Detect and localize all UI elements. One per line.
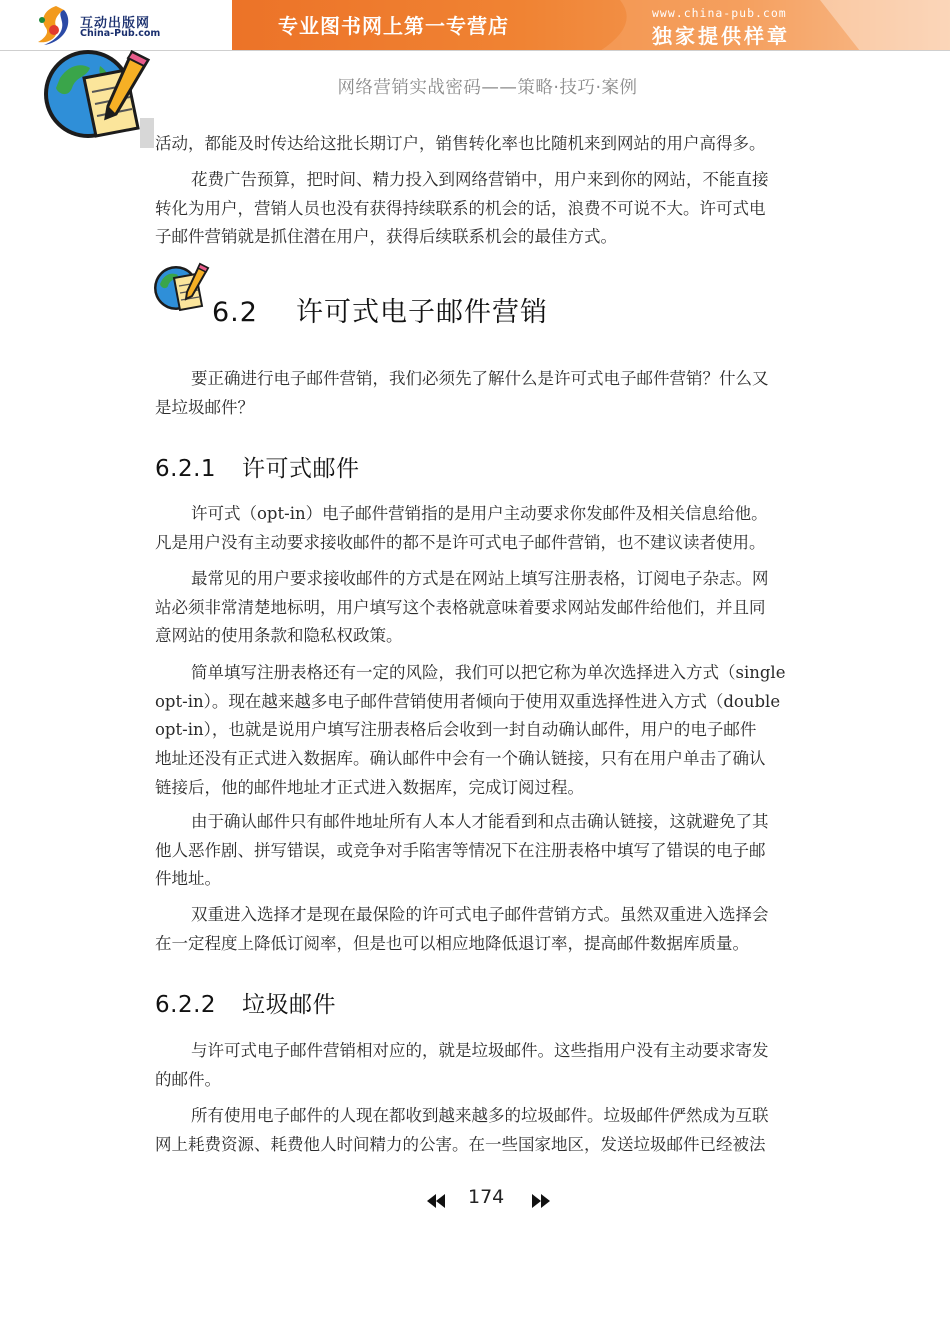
text-line: 凡是用户没有主动要求接收邮件的都不是许可式电子邮件营销，也不建议读者使用。 (155, 532, 766, 552)
paragraph-budget (155, 166, 823, 252)
text-line: 意网站的使用条款和隐私权政策。 (155, 626, 403, 646)
text-line: 的邮件。 (155, 1069, 221, 1089)
text-line: opt-in）。现在越来越多电子邮件营销使用者倾向于使用双重选择性进入方式（double (155, 691, 781, 711)
text-line: 要正确进行电子邮件营销，我们必须先了解什么是许可式电子邮件营销？什么又 (191, 369, 769, 388)
text-line: 在一定程度上降低订阅率，但是也可以相应地降低退订率，提高邮件数据库质量。 (155, 933, 749, 953)
text-line: 简单填写注册表格还有一定的风险，我们可以把它称为单次选择进入方式（single (191, 663, 786, 682)
paragraph-spam-definition (155, 1037, 823, 1094)
paragraph-signup (155, 565, 823, 651)
paragraph-safest (155, 901, 823, 958)
text-line: 与许可式电子邮件营销相对应的，就是垃圾邮件。这些指用户没有主动要求寄发 (191, 1041, 769, 1060)
paragraph-double-optin (155, 659, 823, 802)
text-line: 子邮件营销就是抓住潜在用户，获得后续联系机会的最佳方式。 (155, 227, 617, 247)
paragraph-spam-everyone (155, 1102, 823, 1159)
subsection-number: 6.2.1 (155, 456, 217, 482)
text-line: 转化为用户，营销人员也没有获得持续联系的机会的话，浪费不可说不大。许可式电 (155, 198, 766, 218)
text-line: opt-in），也就是说用户填写注册表格后会收到一封自动确认邮件，用户的电子邮件 (155, 720, 757, 740)
running-title: 网络营销实战密码——策略·技巧·案例 (337, 78, 638, 98)
paragraph-confirm (155, 808, 823, 894)
text-line: 由于确认邮件只有邮件地址所有人本人才能看到和点击确认链接，这就避免了其 (191, 812, 769, 831)
text-line: 双重进入选择才是现在最保险的许可式电子邮件营销方式。虽然双重进入选择会 (191, 905, 769, 924)
text-line: 件地址。 (155, 869, 221, 889)
text-line: 花费广告预算，把时间、精力投入到网络营销中，用户来到你的网站，不能直接 (191, 170, 769, 189)
text-line: 所有使用电子邮件的人现在都收到越来越多的垃圾邮件。垃圾邮件俨然成为互联 (191, 1106, 769, 1125)
section-heading (212, 290, 548, 329)
section-number: 6.2 (212, 297, 258, 328)
logo-subtext: China-Pub.com (80, 28, 161, 39)
next-page-icon[interactable] (532, 1194, 550, 1208)
section-title: 许可式电子邮件营销 (295, 297, 548, 328)
logo-area[interactable] (0, 0, 232, 51)
paragraph-section-intro (155, 365, 823, 422)
banner-exclusive-label: 独家提供样章 (652, 24, 790, 48)
text-line: 是垃圾邮件？ (155, 397, 254, 417)
site-banner (0, 0, 950, 51)
text-line: 活动，都能及时传达给这批长期订户，销售转化率也比随机来到网站的用户高得多。 (155, 134, 766, 153)
china-pub-logo-icon (34, 4, 74, 46)
site-url-link[interactable]: www.china-pub.com (652, 6, 787, 20)
text-line: 他人恶作剧、拼写错误，或竞争对手陷害等情况下在注册表格中填写了错误的电子邮 (155, 840, 766, 860)
subsection-heading (155, 450, 360, 483)
subsection-title: 许可式邮件 (242, 456, 360, 482)
paragraph-optin-definition (155, 500, 823, 557)
text-line: 许可式（opt-in）电子邮件营销指的是用户主动要求你发邮件及相关信息给他。 (191, 504, 768, 523)
logo-text: 互动出版网 (80, 16, 151, 31)
previous-page-icon[interactable] (427, 1194, 445, 1208)
text-line: 网上耗费资源、耗费他人时间精力的公害。在一些国家地区，发送垃圾邮件已经被法 (155, 1134, 766, 1154)
text-line: 链接后，他的邮件地址才正式进入数据库，完成订阅过程。 (155, 777, 584, 797)
subsection-number: 6.2.2 (155, 992, 217, 1018)
paragraph-intro-end (155, 130, 823, 159)
text-line: 最常见的用户要求接收邮件的方式是在网站上填写注册表格，订阅电子杂志。网 (191, 569, 769, 588)
page-navigation (0, 1186, 950, 1214)
text-line: 站必须非常清楚地标明，用户填写这个表格就意味着要求网站发邮件给他们，并且同 (155, 597, 766, 617)
banner-slogan: 专业图书网上第一专营店 (278, 14, 509, 38)
text-line: 地址还没有正式进入数据库。确认邮件中会有一个确认链接，只有在用户单击了确认 (155, 749, 766, 769)
subsection-title: 垃圾邮件 (242, 992, 337, 1018)
page-number: 174 (468, 1186, 505, 1208)
subsection-heading (155, 986, 336, 1019)
section-globe-icon (152, 262, 214, 320)
